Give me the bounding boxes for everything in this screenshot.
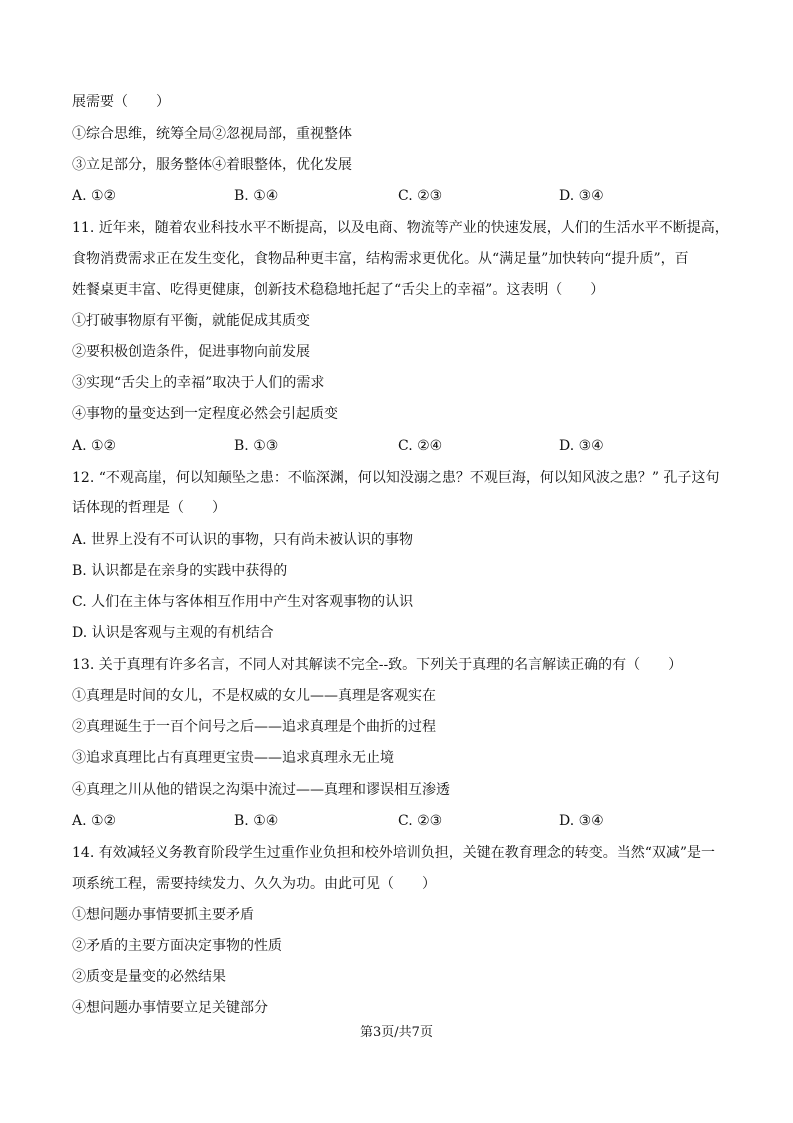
q10-option-b[interactable]: B. ①④ xyxy=(234,188,279,204)
q11-stem-line-3: 姓餐桌更丰富、吃得更健康，创新技术稳稳地托起了“舌尖上的幸福”。这表明（ ） xyxy=(72,282,605,298)
q13-options xyxy=(72,811,732,831)
q11-statement-3: ③实现“舌尖上的幸福”取决于人们的需求 xyxy=(72,375,325,391)
q13-statement-1: ①真理是时间的女儿，不是权威的女儿——真理是客观实在 xyxy=(72,688,436,704)
q11-statement-1: ①打破事物原有平衡，就能促成其质变 xyxy=(72,313,310,329)
q13-statement-3: ③追求真理比占有真理更宝贵——追求真理永无止境 xyxy=(72,750,394,766)
page-number-footer: 第3页/共7页 xyxy=(360,1025,433,1040)
q10-stem-end: 展需要（ ） xyxy=(72,94,170,110)
q11-option-b[interactable]: B. ①③ xyxy=(234,438,279,454)
q10-option-d[interactable]: D. ③④ xyxy=(559,188,604,204)
q13-option-a[interactable]: A. ①② xyxy=(72,813,117,829)
q13-option-d[interactable]: D. ③④ xyxy=(559,813,604,829)
q11-statement-2: ②要积极创造条件，促进事物向前发展 xyxy=(72,344,310,360)
q13-stem-line-1: 13. 关于真理有许多名言，不同人对其解读不完全--致。下列关于真理的名言解读正确的有（ ） xyxy=(72,657,683,673)
q10-option-a[interactable]: A. ①② xyxy=(72,188,117,204)
q11-stem-line-1: 11. 近年来，随着农业科技水平不断提高，以及电商、物流等产业的快速发展，人们的生活水平不断提高， xyxy=(72,220,729,236)
q14-statement-4: ④想问题办事情要立足关键部分 xyxy=(72,1000,268,1016)
q14-statement-3: ②质变是量变的必然结果 xyxy=(72,969,226,985)
q11-option-a[interactable]: A. ①② xyxy=(72,438,117,454)
q13-option-b[interactable]: B. ①④ xyxy=(234,813,279,829)
q11-option-d[interactable]: D. ③④ xyxy=(559,438,604,454)
q12-option-d[interactable]: D. 认识是客观与主观的有机结合 xyxy=(72,625,274,641)
q14-statement-1: ①想问题办事情要抓主要矛盾 xyxy=(72,907,254,923)
q10-option-c[interactable]: C. ②③ xyxy=(398,188,443,204)
q12-option-a[interactable]: A. 世界上没有不可认识的事物，只有尚未被认识的事物 xyxy=(72,532,414,548)
q12-stem-line-2: 话体现的哲理是（ ） xyxy=(72,500,226,516)
q14-statement-2: ②矛盾的主要方面决定事物的性质 xyxy=(72,938,282,954)
q14-stem-line-2: 项系统工程，需要持续发力、久久为功。由此可见（ ） xyxy=(72,876,436,892)
q11-options xyxy=(72,436,732,456)
q12-stem-line-1: 12. “不观高崖，何以知颠坠之患：不临深渊，何以知没溺之患？不观巨海，何以知风波之患？” 孔子这句 xyxy=(72,470,720,486)
q11-option-c[interactable]: C. ②④ xyxy=(398,438,443,454)
q13-statement-2: ②真理诞生于一百个问号之后——追求真理是个曲折的过程 xyxy=(72,719,436,735)
q11-statement-4: ④事物的量变达到一定程度必然会引起质变 xyxy=(72,406,338,422)
q12-option-b[interactable]: B. 认识都是在亲身的实践中获得的 xyxy=(72,563,288,579)
q14-stem-line-1: 14. 有效减轻义务教育阶段学生过重作业负担和校外培训负担，关键在教育理念的转变。当然“双减”是一 xyxy=(72,845,716,861)
q12-option-c[interactable]: C. 人们在主体与客体相互作用中产生对客观事物的认识 xyxy=(72,594,414,610)
q11-stem-line-2: 食物消费需求正在发生变化，食物品种更丰富，结构需求更优化。从“满足量”加快转向“提升质”，百 xyxy=(72,251,689,267)
q13-statement-4: ④真理之川从他的错误之沟渠中流过——真理和谬误相互渗透 xyxy=(72,782,450,798)
q10-statement-1: ①综合思维，统筹全局②忽视局部，重视整体 xyxy=(72,126,352,142)
q13-option-c[interactable]: C. ②③ xyxy=(398,813,443,829)
q10-options xyxy=(72,186,732,206)
q10-statement-2: ③立足部分，服务整体④着眼整体，优化发展 xyxy=(72,157,352,173)
